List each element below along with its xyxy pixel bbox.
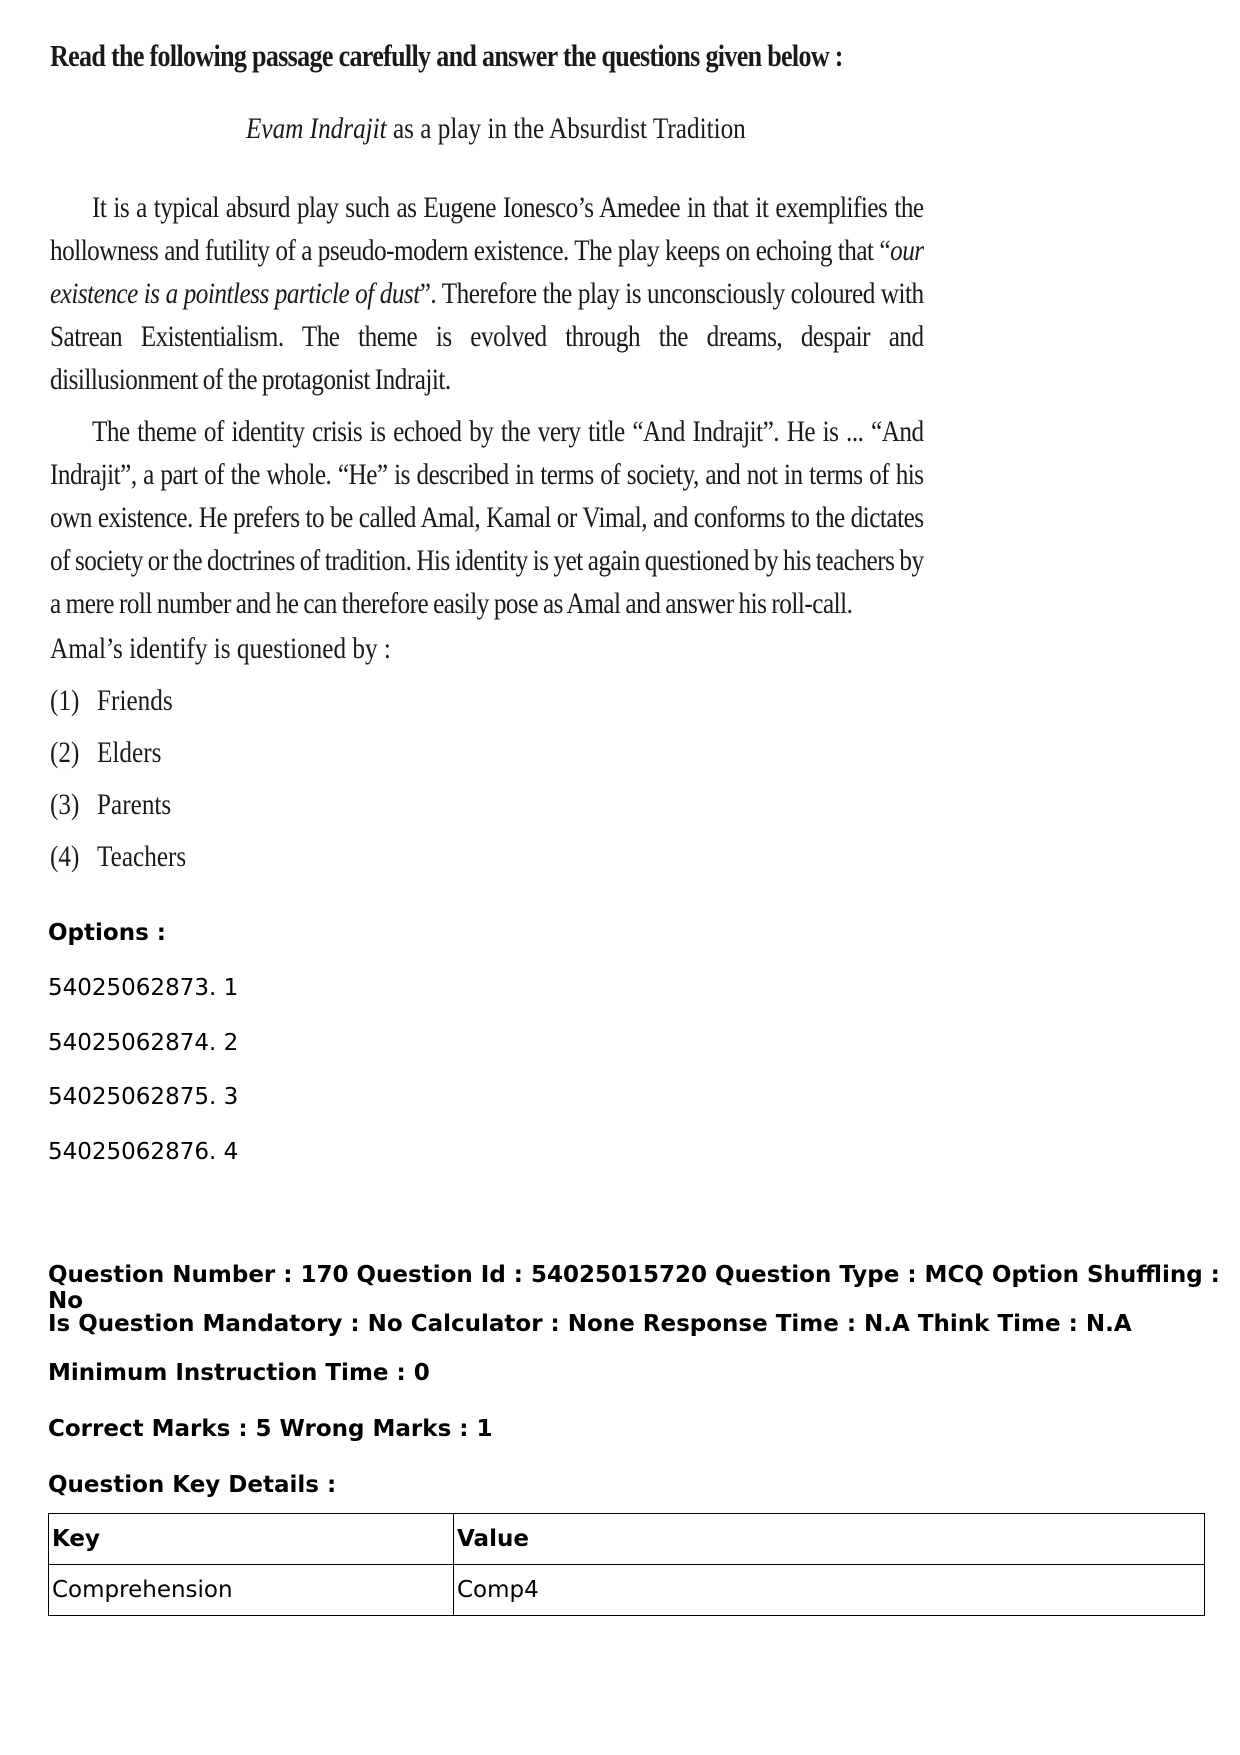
question-meta-line-3: Minimum Instruction Time : 0 <box>48 1360 430 1386</box>
choice-text: Parents <box>97 788 172 821</box>
choice-number: (1) <box>50 684 80 717</box>
para1-quote: our existence is a pointless particle of dust <box>50 234 924 310</box>
table-header-value: Value <box>454 1514 1205 1565</box>
passage-title-italic: Evam Indrajit <box>246 112 387 145</box>
marks-line: Correct Marks : 5 Wrong Marks : 1 <box>48 1416 493 1442</box>
option-item-3: 54025062875. 3 <box>48 1084 239 1110</box>
table-row <box>49 1565 1205 1616</box>
passage-title-rest: as a play in the Absurdist Tradition <box>386 112 746 145</box>
option-item-2: 54025062874. 2 <box>48 1030 239 1056</box>
para1-start: It is a typical absurd play such as Eugene Ionesco’s Amedee in that it exemplifies the hollowness and futility of a pseudo-modern existence. The play keeps on echoing that “ <box>50 191 924 267</box>
key-details-heading: Question Key Details : <box>48 1472 337 1498</box>
table-cell-key: Comprehension <box>49 1565 454 1616</box>
choice-text: Elders <box>97 736 162 769</box>
option-item-1: 54025062873. 1 <box>48 975 239 1001</box>
choice-item <box>50 736 806 788</box>
scanned-question-image <box>50 38 950 892</box>
para1-end: ”. Therefore the play is unconsciously coloured with Satrean Existentialism. The theme is evolved through the dreams, despair and disillusionment of the protagonist Indrajit. <box>50 277 924 396</box>
choice-item <box>50 840 806 892</box>
passage-paragraph-2: The theme of identity crisis is echoed by the very title “And Indrajit”. He is ... “And Indrajit”, a part of the whole. “He” is described in terms of society, and not in terms of his own existence. He prefers to be called Amal, Kamal or Vimal, and conforms to the dictates of society or the doctrines of tradition. His identity is yet again questioned by his teachers by a mere roll number and he can therefore easily pose as Amal and answer his roll-call. <box>50 415 924 620</box>
table-header-key: Key <box>49 1514 454 1565</box>
instruction-text: Read the following passage carefully and answer the questions given below : <box>50 38 843 73</box>
options-heading: Options : <box>48 920 166 946</box>
passage-title <box>246 112 837 172</box>
option-item-4: 54025062876. 4 <box>48 1139 239 1165</box>
question-text: Amal’s identify is questioned by : <box>50 632 391 665</box>
choice-list <box>50 684 950 892</box>
table-header-row <box>49 1514 1205 1565</box>
choice-number: (3) <box>50 788 80 821</box>
choice-number: (2) <box>50 736 80 769</box>
key-details-table <box>48 1513 1205 1616</box>
choice-item <box>50 684 806 736</box>
choice-item <box>50 788 806 840</box>
choice-text: Teachers <box>97 840 187 873</box>
passage-paragraph-1 <box>50 186 924 410</box>
question-meta-line-2: Is Question Mandatory : No Calculator : None Response Time : N.A Think Time : N.A <box>48 1311 1132 1337</box>
choice-number: (4) <box>50 840 80 873</box>
question-meta-line-1: Question Number : 170 Question Id : 54025015720 Question Type : MCQ Option Shuffling : No <box>48 1262 1220 1314</box>
choice-text: Friends <box>97 684 173 717</box>
table-cell-value: Comp4 <box>454 1565 1205 1616</box>
